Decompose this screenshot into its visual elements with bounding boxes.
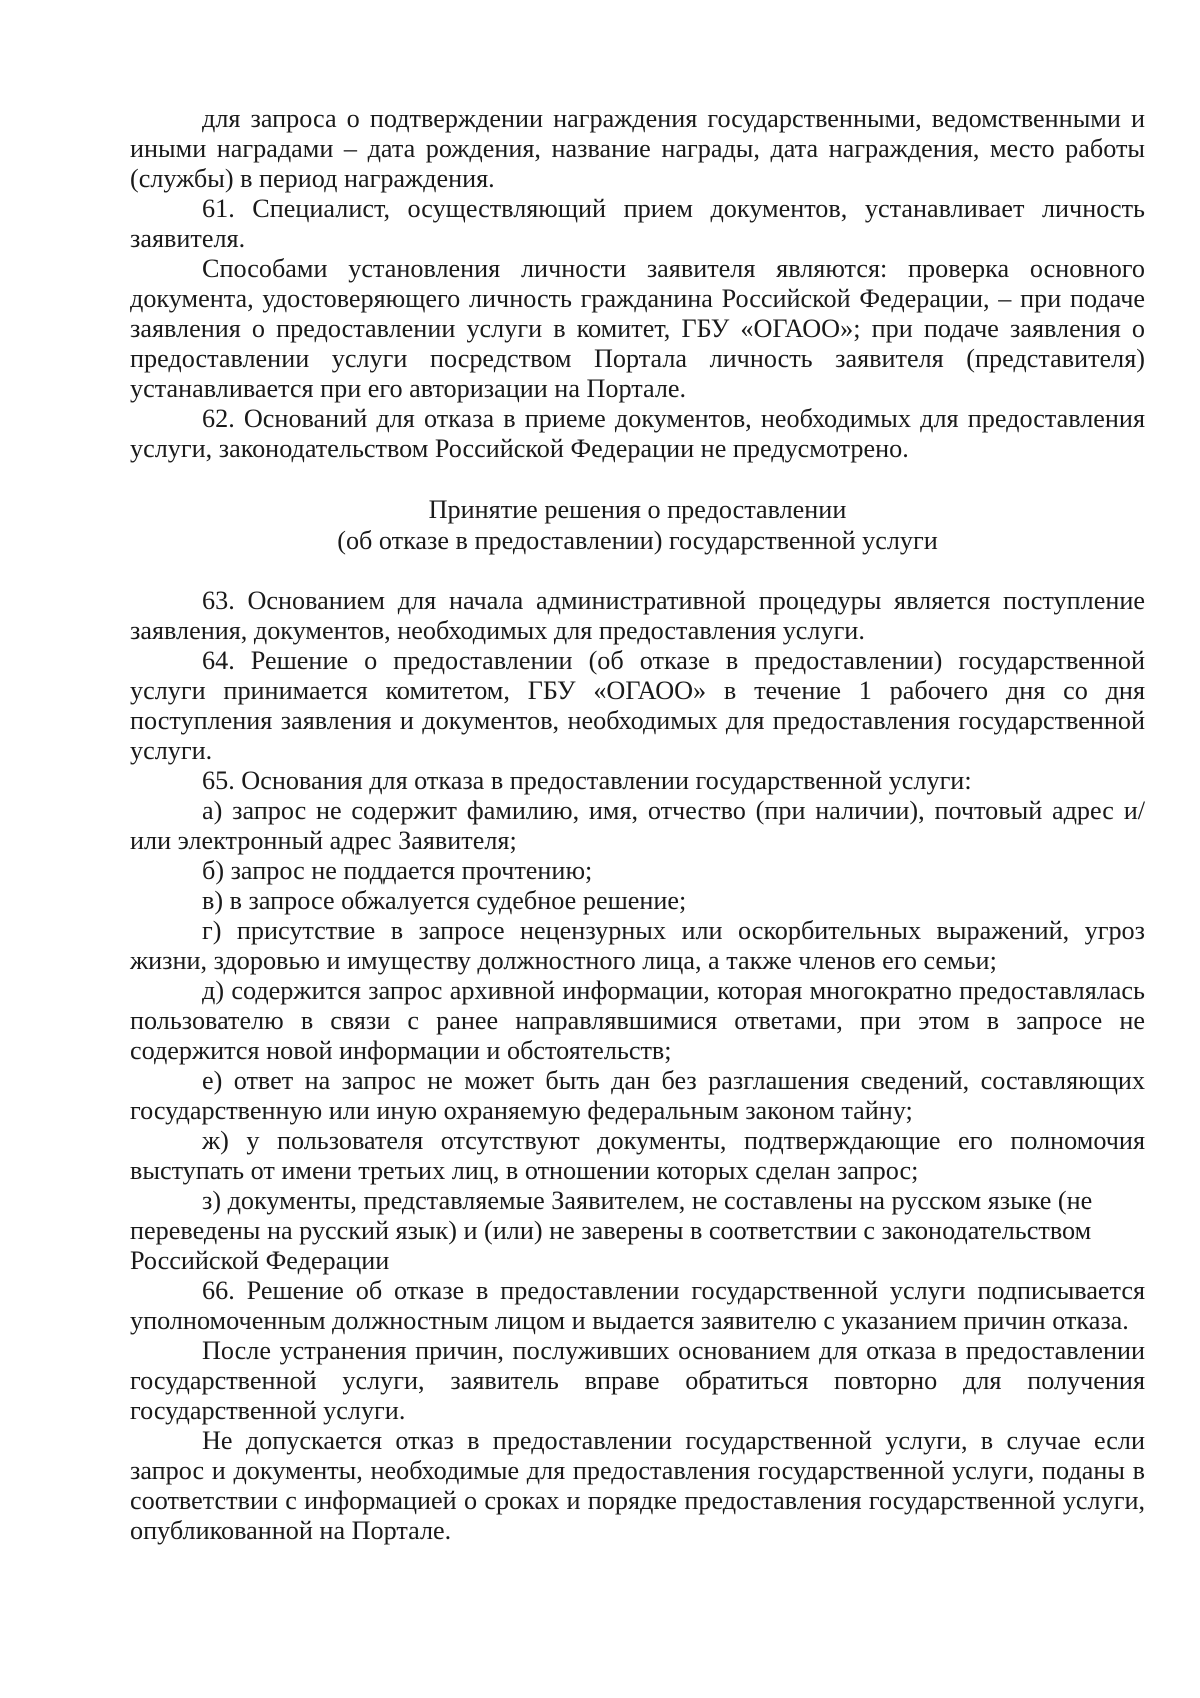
paragraph-62: 62. Оснований для отказа в приеме документов, необходимых для предоставления услуги, законодательством Российской Федерации не предусмотрено. — [130, 404, 1145, 463]
list-item-e: е) ответ на запрос не может быть дан без разглашения сведений, составляющих государственную или иную охраняемую федеральным законом тайну; — [130, 1066, 1145, 1125]
paragraph-63: 63. Основанием для начала административной процедуры является поступление заявления, документов, необходимых для предоставления услуги. — [130, 586, 1145, 645]
list-item-zh: ж) у пользователя отсутствуют документы, подтверждающие его полномочия выступать от имени третьих лиц, в отношении которых сделан запрос; — [130, 1126, 1145, 1185]
list-item-g: г) присутствие в запросе нецензурных или оскорбительных выражений, угроз жизни, здоровью и имуществу должностного лица, а также членов его семьи; — [130, 916, 1145, 975]
list-item-a: а) запрос не содержит фамилию, имя, отчество (при наличии), почтовый адрес и/или электронный адрес Заявителя; — [130, 796, 1145, 855]
section-heading — [130, 494, 1145, 556]
list-item-z: з) документы, представляемые Заявителем, не составлены на русском языке (не переведены на русский язык) и (или) не заверены в соответствии с законодательством Российской Федерации — [130, 1186, 1093, 1275]
paragraph-66: 66. Решение об отказе в предоставлении государственной услуги подписывается уполномоченным должностным лицом и выдается заявителю с указанием причин отказа. — [130, 1276, 1145, 1335]
section-heading-line-1: Принятие решения о предоставлении — [428, 495, 847, 524]
section-heading-line-2: (об отказе в предоставлении) государственной услуги — [337, 526, 938, 555]
paragraph-61: 61. Специалист, осуществляющий прием документов, устанавливает личность заявителя. — [130, 194, 1145, 253]
paragraph-refusal-not-allowed: Не допускается отказ в предоставлении государственной услуги, в случае если запрос и документы, необходимые для предоставления государственной услуги, поданы в соответствии с информацией о сроках и порядке предоставления государственной услуги, опубликованной на Портале. — [130, 1426, 1145, 1545]
paragraph-identity-methods: Способами установления личности заявителя являются: проверка основного документа, удостоверяющего личность гражданина Российской Федерации, – при подаче заявления о предоставлении услуги в комитет, ГБУ «ОГАОО»; при подаче заявления о предоставлении услуги посредством Портала личность заявителя (представителя) устанавливается при его авторизации на Портале. — [130, 254, 1145, 403]
paragraph-award-request: для запроса о подтверждении награждения государственными, ведомственными и иными наградами – дата рождения, название награды, дата награждения, место работы (службы) в период награждения. — [130, 104, 1145, 193]
paragraph-repeat-request: После устранения причин, послуживших основанием для отказа в предоставлении государственной услуги, заявитель вправе обратиться повторно для получения государственной услуги. — [130, 1336, 1145, 1425]
list-item-v: в) в запросе обжалуется судебное решение; — [202, 886, 687, 915]
list-item-d: д) содержится запрос архивной информации, которая многократно предоставлялась пользователю в связи с ранее направлявшимися ответами, при этом в запросе не содержится новой информации и обстоятельств; — [130, 976, 1145, 1065]
list-item-b: б) запрос не поддается прочтению; — [202, 856, 593, 885]
paragraph-64: 64. Решение о предоставлении (об отказе в предоставлении) государственной услуги принимается комитетом, ГБУ «ОГАОО» в течение 1 рабочего дня со дня поступления заявления и документов, необходимых для предоставления государственной услуги. — [130, 646, 1145, 765]
document-page — [130, 104, 1145, 1546]
paragraph-65: 65. Основания для отказа в предоставлении государственной услуги: — [202, 766, 972, 795]
